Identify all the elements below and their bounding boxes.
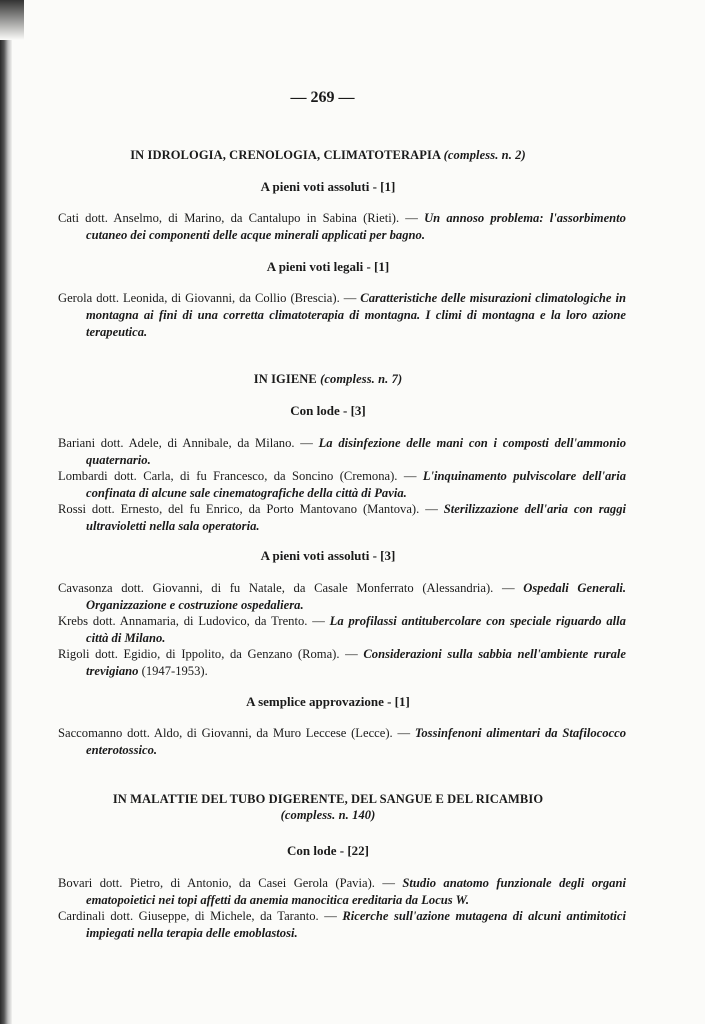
list-item xyxy=(58,725,626,759)
scan-edge-shadow xyxy=(0,0,24,40)
entry-title: La disinfezione delle mani con i composti dell'ammonio quaternario. xyxy=(86,436,626,467)
entry-author: Bovari dott. Pietro, di Antonio, da Casei Gerola (Pavia). — xyxy=(58,876,395,890)
list-item xyxy=(58,646,626,680)
list-item xyxy=(58,875,626,909)
group-heading: A semplice approvazione - [1] xyxy=(246,694,410,709)
entry-author: Cavasonza dott. Giovanni, di fu Natale, da Casale Monferrato (Alessandria). — xyxy=(58,581,515,595)
entry-author: Rossi dott. Ernesto, del fu Enrico, da Porto Mantovano (Mantova). — xyxy=(58,502,438,516)
entry-title: Tossinfenoni alimentari da Stafilococco enterotossico. xyxy=(86,726,627,757)
group-heading: Con lode - [22] xyxy=(287,843,369,858)
entry-author: Cati dott. Anselmo, di Marino, da Cantalupo in Sabina (Rieti). — xyxy=(58,211,418,225)
list-item xyxy=(58,210,626,244)
group-heading: A pieni voti assoluti - [3] xyxy=(260,548,396,563)
section-heading xyxy=(58,372,598,387)
entry-title: Sterilizzazione dell'aria con raggi ultravioletti nella sala operatoria. xyxy=(86,502,627,533)
entry-author: Gerola dott. Leonida, di Giovanni, da Collio (Brescia). — xyxy=(58,291,357,305)
entry-title: La profilassi antitubercolare con speciale riguardo alla città di Milano. xyxy=(86,614,626,645)
entry-title: Ospedali Generali. Organizzazione e costruzione ospedaliera. xyxy=(86,581,627,612)
section-heading xyxy=(58,148,598,163)
group-heading: Con lode - [3] xyxy=(290,403,366,418)
list-item xyxy=(58,613,626,647)
entry-title: L'inquinamento pulviscolare dell'aria confinata di alcune sale cinematografiche della città di Pavia. xyxy=(86,469,626,500)
entry-author: Lombardi dott. Carla, di fu Francesco, da Soncino (Cremona). — xyxy=(58,469,417,483)
entry-author: Bariani dott. Adele, di Annibale, da Milano. — xyxy=(58,436,313,450)
entry-author: Cardinali dott. Giuseppe, di Michele, da Taranto. — xyxy=(58,909,337,923)
section-title: IN MALATTIE DEL TUBO DIGERENTE, DEL SANGUE E DEL RICAMBIO xyxy=(112,792,544,806)
entry-author: Krebs dott. Annamaria, di Ludovico, da Trento. — xyxy=(58,614,325,628)
entry-title: Un annoso problema: l'assorbimento cutaneo dei componenti delle acque minerali applicati per bagno. xyxy=(86,211,626,242)
list-item xyxy=(58,468,626,502)
list-item xyxy=(58,908,626,942)
section-count: (compless. n. 2) xyxy=(443,148,526,162)
entry-title: Considerazioni sulla sabbia nell'ambiente rurale trevigiano xyxy=(86,647,626,678)
section-count: (compless. n. 7) xyxy=(320,372,403,386)
section-count xyxy=(58,808,598,823)
section-title: IN IGIENE xyxy=(253,372,317,386)
section-count-text: (compless. n. 140) xyxy=(280,808,376,822)
list-item xyxy=(58,435,626,469)
list-item xyxy=(58,501,626,535)
list-item xyxy=(58,580,626,614)
group-heading: A pieni voti assoluti - [1] xyxy=(260,179,396,194)
entry-author: Rigoli dott. Egidio, di Ippolito, da Genzano (Roma). — xyxy=(58,647,358,661)
entry-title: Caratteristiche delle misurazioni climatologiche in montagna ai fini di una corretta climatoterapia di montagna. I climi di montagna e la loro azione terapeutica. xyxy=(86,291,626,339)
entry-author: Saccomanno dott. Aldo, di Giovanni, da Muro Leccese (Lecce). — xyxy=(58,726,411,740)
scan-edge xyxy=(0,0,12,1024)
section-title: IN IDROLOGIA, CRENOLOGIA, CLIMATOTERAPIA xyxy=(130,148,441,162)
group-heading: A pieni voti legali - [1] xyxy=(266,259,390,274)
page-number: — 269 — xyxy=(290,89,355,106)
entry-title: Ricerche sull'azione mutagena di alcuni antimitotici impiegati nella terapia delle emoblastosi. xyxy=(86,909,626,940)
entry-title: Studio anatomo funzionale degli organi ematopoietici nei topi affetti da anemia manocitica ereditaria da Locus W. xyxy=(86,876,626,907)
list-item xyxy=(58,290,626,341)
entry-years: (1947-1953). xyxy=(141,664,208,678)
